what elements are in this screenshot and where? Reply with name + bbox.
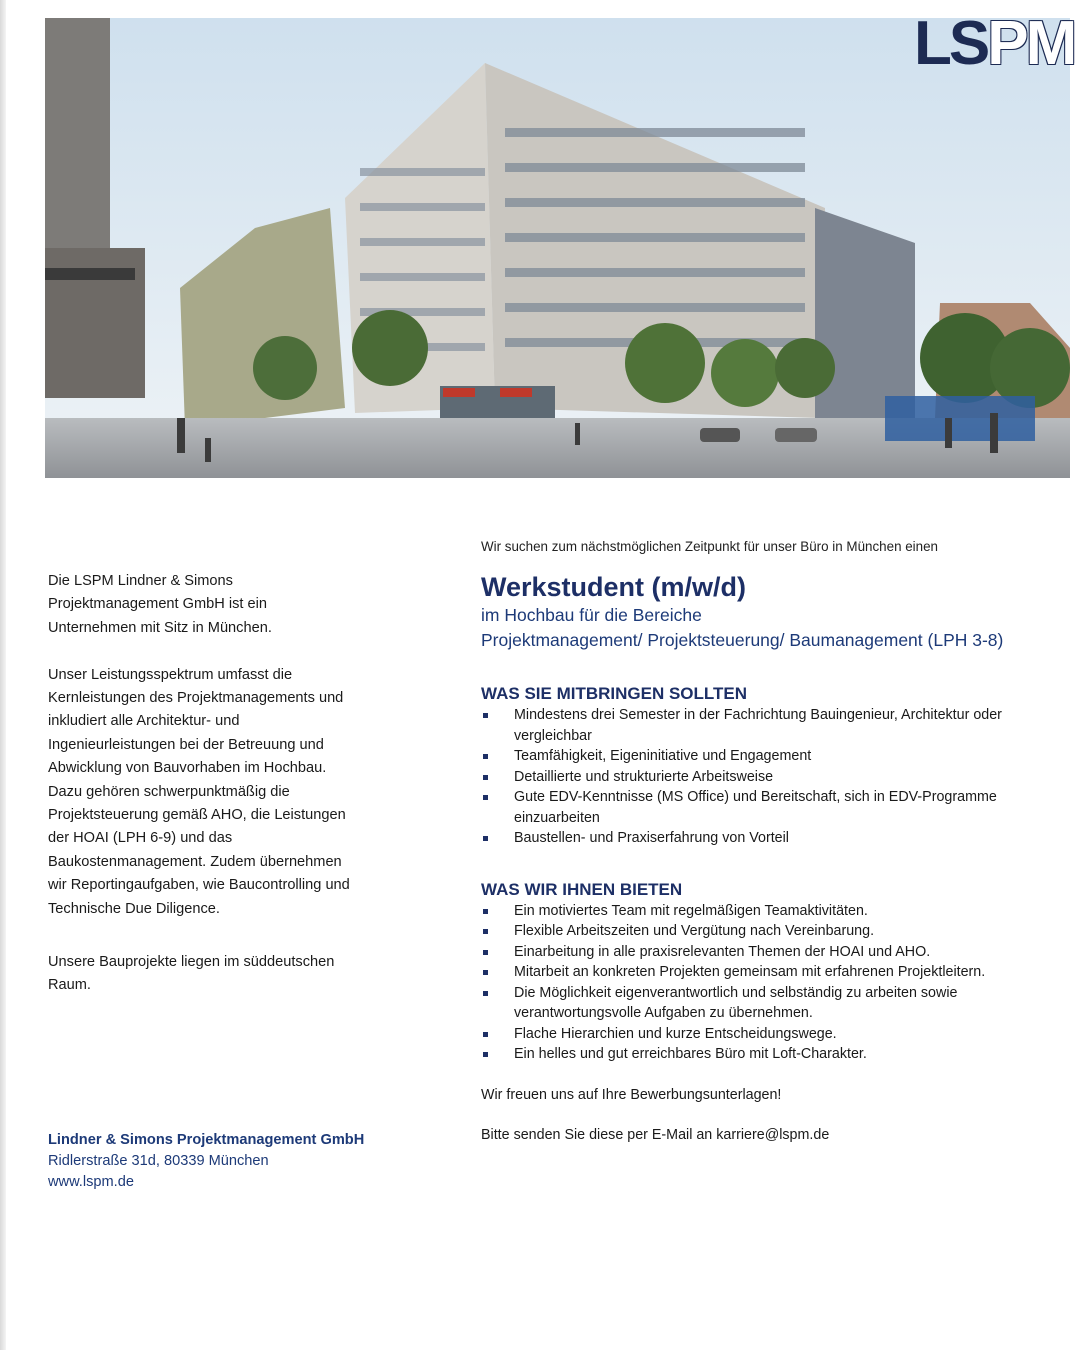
job-title: Werkstudent (m/w/d)	[481, 572, 747, 602]
job-posting	[481, 537, 1051, 1145]
list-item: Gute EDV-Kenntnisse (MS Office) und Bereitschaft, sich in EDV-Programme einzuarbeiten	[481, 787, 1051, 828]
list-item: Einarbeitung in alle praxisrelevanten Themen der HOAI und AHO.	[481, 942, 1051, 963]
list-item: Ein helles und gut erreichbares Büro mit Loft-Charakter.	[481, 1044, 1051, 1065]
job-intro: Wir suchen zum nächstmöglichen Zeitpunkt für unser Büro in München einen	[481, 539, 939, 554]
company-contact	[48, 1130, 388, 1193]
job-subtitle-2: Projektmanagement/ Projektsteuerung/ Baumanagement (LPH 3-8)	[481, 630, 1004, 650]
list-item: Baustellen- und Praxiserfahrung von Vorteil	[481, 828, 1051, 849]
logo-letters-dark: LS	[914, 9, 988, 78]
offer-list	[481, 901, 1051, 1065]
company-website-link[interactable]: www.lspm.de	[48, 1174, 134, 1190]
page-edge	[0, 0, 6, 1350]
about-paragraph-3: Unsere Bauprojekte liegen im süddeutschen Raum.	[48, 954, 335, 994]
about-paragraph-2: Unser Leistungsspektrum umfasst die Kernleistungen des Projektmanagements und inkludiert alle Architektur- und Ingenieurleistungen bei der Betreuung und Abwicklung von Bauvorhaben im Hochbau. Dazu gehören schwerpunktmäßig die Projektsteuerung gemäß AHO, die Leistungen der HOAI (LPH 6-9) und das Baukostenmanagement. Zudem übernehmen wir Reportingaufgaben, wie Baucontrolling und Technische Due Diligence.	[48, 666, 350, 917]
company-address: Ridlerstraße 31d, 80339 München	[48, 1153, 269, 1169]
lspm-logo	[914, 9, 1075, 78]
list-item: Teamfähigkeit, Eigeninitiative und Engagement	[481, 746, 1051, 767]
job-subtitle-1: im Hochbau für die Bereiche	[481, 605, 702, 625]
list-item: Mindestens drei Semester in der Fachrichtung Bauingenieur, Architektur oder vergleichbar	[481, 705, 1051, 746]
requirements-list	[481, 705, 1051, 849]
list-item: Ein motiviertes Team mit regelmäßigen Teamaktivitäten.	[481, 901, 1051, 922]
offer-heading: WAS WIR IHNEN BIETEN	[481, 879, 683, 899]
closing-line: Wir freuen uns auf Ihre Bewerbungsunterlagen!	[481, 1086, 782, 1103]
list-item: Die Möglichkeit eigenverantwortlich und selbständig zu arbeiten sowie verantwortungsvolle Aufgaben zu übernehmen.	[481, 983, 1051, 1024]
list-item: Detaillierte und strukturierte Arbeitsweise	[481, 767, 1051, 788]
list-item: Flache Hierarchien und kurze Entscheidungswege.	[481, 1024, 1051, 1045]
application-email-line: Bitte senden Sie diese per E-Mail an karriere@lspm.de	[481, 1126, 830, 1143]
about-paragraph-1: Die LSPM Lindner & Simons Projektmanagement GmbH ist ein Unternehmen mit Sitz in München.	[48, 573, 272, 636]
list-item: Mitarbeit an konkreten Projekten gemeinsam mit erfahrenen Projektleitern.	[481, 962, 1051, 983]
company-name: Lindner & Simons Projektmanagement GmbH	[48, 1132, 365, 1148]
requirements-heading: WAS SIE MITBRINGEN SOLLTEN	[481, 684, 748, 703]
company-description	[48, 570, 358, 998]
list-item: Flexible Arbeitszeiten und Vergütung nach Vereinbarung.	[481, 921, 1051, 942]
hero-image	[45, 9, 1070, 478]
logo-letters-outline: PM	[987, 9, 1075, 78]
